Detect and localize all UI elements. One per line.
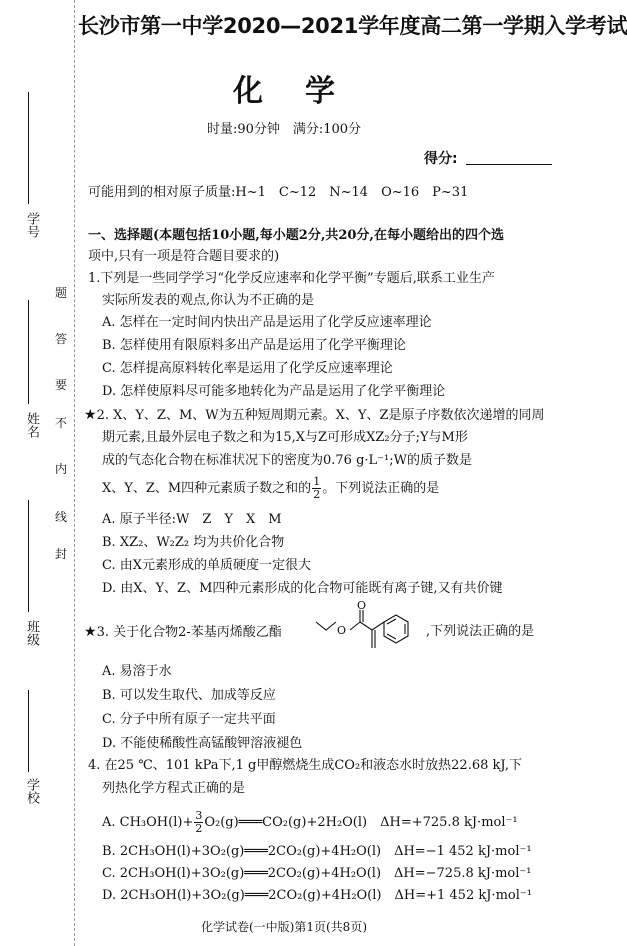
- q1-option-a: A. 怎样在一定时间内快出产品是运用了化学反应速率理论: [102, 315, 432, 330]
- q1-option-c: C. 怎样提高原料转化率是运用了化学反应速率理论: [102, 361, 393, 376]
- exam-title: 长沙市第一中学2020—2021学年度高二第一学期入学考试: [78, 14, 627, 38]
- section-heading: 一、选择题(本题包括10小题,每小题2分,共20分,在每小题给出的四个选: [88, 228, 504, 243]
- subject-title: 化学: [233, 74, 377, 109]
- star-icon: ★: [84, 624, 97, 640]
- section-heading-cont: 项中,只有一项是符合题目要求的): [88, 249, 280, 264]
- q2-stem-end: 。下列说法正确的是: [322, 481, 440, 496]
- ethyl-2-phenylacrylate-structure-icon: [314, 600, 426, 670]
- fraction-three-halves: [194, 810, 203, 835]
- q4-stem-cont: 列热化学方程式正确的是: [102, 781, 246, 796]
- fraction-one-half: [312, 476, 321, 501]
- score-blank: [466, 164, 552, 165]
- q2-stem-line2: 期元素,且最外层电子数之和为15,X与Z可形成XZ₂分子;Y与M形: [102, 430, 468, 445]
- q3-option-a: A. 易溶于水: [102, 664, 172, 679]
- svg-text:O: O: [337, 624, 347, 637]
- seal-char: 封: [55, 547, 68, 561]
- name-line: [28, 300, 29, 404]
- svg-text:O: O: [357, 599, 367, 612]
- q3-option-c: C. 分子中所有原子一定共平面: [102, 712, 276, 727]
- q2-stem-text: X、Y、Z、M四种元素质子数之和的: [102, 481, 312, 496]
- q4-option-a-post: O₂(g)═══CO₂(g)+2H₂O(l) ΔH=+725.8 kJ·mol⁻¹: [204, 815, 518, 830]
- q4-option-b: B. 2CH₃OH(l)+3O₂(g)═══2CO₂(g)+4H₂O(l) ΔH=−1 452 kJ·mol⁻¹: [102, 844, 532, 859]
- fraction-denominator: 2: [313, 488, 321, 501]
- school-line: [28, 690, 29, 772]
- q2-option-b: B. XZ₂、W₂Z₂ 均为共价化合物: [102, 535, 285, 550]
- fraction-numerator: 3: [195, 809, 203, 822]
- q3-stem-a: [84, 622, 282, 643]
- q4-option-d: D. 2CH₃OH(l)+3O₂(g)═══2CO₂(g)+4H₂O(l) ΔH=+1 452 kJ·mol⁻¹: [102, 888, 532, 903]
- q2-stem-line4: [102, 476, 439, 501]
- q2-option-c: C. 由X元素形成的单质硬度一定很大: [102, 558, 312, 573]
- q2-option-a: A. 原子半径:W Z Y X M: [102, 512, 282, 527]
- time-score-info: 时量:90分钟 满分:100分: [206, 122, 362, 137]
- student-id-label: 学号: [24, 212, 39, 238]
- q1-option-b: B. 怎样使用有限原料多出产品是运用了化学平衡理论: [102, 338, 406, 353]
- score-label: 得分:: [424, 151, 458, 167]
- q3-stem-end: ,下列说法正确的是: [426, 624, 535, 639]
- q2-stem: 2. X、Y、Z、M、W为五种短周期元素。X、Y、Z是原子序数依次递增的同周: [96, 408, 545, 423]
- seal-char: 内: [55, 462, 68, 476]
- class-line: [28, 500, 29, 612]
- name-label: 姓名: [24, 412, 39, 438]
- q4-option-a: [102, 810, 518, 835]
- fraction-numerator: 1: [313, 475, 321, 488]
- class-label: 班级: [24, 620, 39, 646]
- seal-char: 题: [55, 286, 68, 300]
- seal-dashed-line: [74, 0, 75, 946]
- seal-char: 要: [55, 378, 68, 392]
- q2-option-d: D. 由X、Y、Z、M四种元素形成的化合物可能既有离子键,又有共价键: [102, 581, 503, 596]
- q4-option-a-pre: A. CH₃OH(l)+: [102, 815, 194, 830]
- fraction-denominator: 2: [195, 822, 203, 835]
- q3-option-d: D. 不能使稀酸性高锰酸钾溶液褪色: [102, 736, 303, 751]
- seal-char: 线: [55, 510, 68, 524]
- q1-option-d: D. 怎样使原料尽可能多地转化为产品是运用了化学平衡理论: [102, 384, 446, 399]
- q4-option-c: C. 2CH₃OH(l)+3O₂(g)═══2CO₂(g)+4H₂O(l) ΔH=−725.8 kJ·mol⁻¹: [102, 866, 532, 881]
- school-label: 学校: [24, 778, 39, 804]
- star-icon: ★: [84, 407, 97, 423]
- q4-stem: 4. 在25 ℃、101 kPa下,1 g甲醇燃烧生成CO₂和液态水时放热22.68 kJ,下: [88, 758, 522, 773]
- q3-option-b: B. 可以发生取代、加成等反应: [102, 688, 276, 703]
- q1-stem: 1.下列是一些同学学习“化学反应速率和化学平衡”专题后,联系工业生产: [88, 271, 495, 286]
- q3-stem: 3. 关于化合物2-苯基丙烯酸乙酯: [96, 625, 282, 640]
- q2-stem-line3: 成的气态化合物在标准状况下的密度为0.76 g·L⁻¹;W的质子数是: [102, 453, 472, 468]
- seal-char: 不: [55, 416, 68, 430]
- seal-char: 答: [55, 332, 68, 346]
- q1-stem-cont: 实际所发表的观点,你认为不正确的是: [102, 293, 315, 308]
- atomic-masses: 可能用到的相对原子质量:H~1 C~12 N~14 O~16 P~31: [88, 185, 469, 200]
- q2-stem-line1: [84, 405, 545, 426]
- binding-margin: [0, 0, 78, 946]
- page-footer: 化学试卷(一中版)第1页(共8页): [201, 920, 367, 934]
